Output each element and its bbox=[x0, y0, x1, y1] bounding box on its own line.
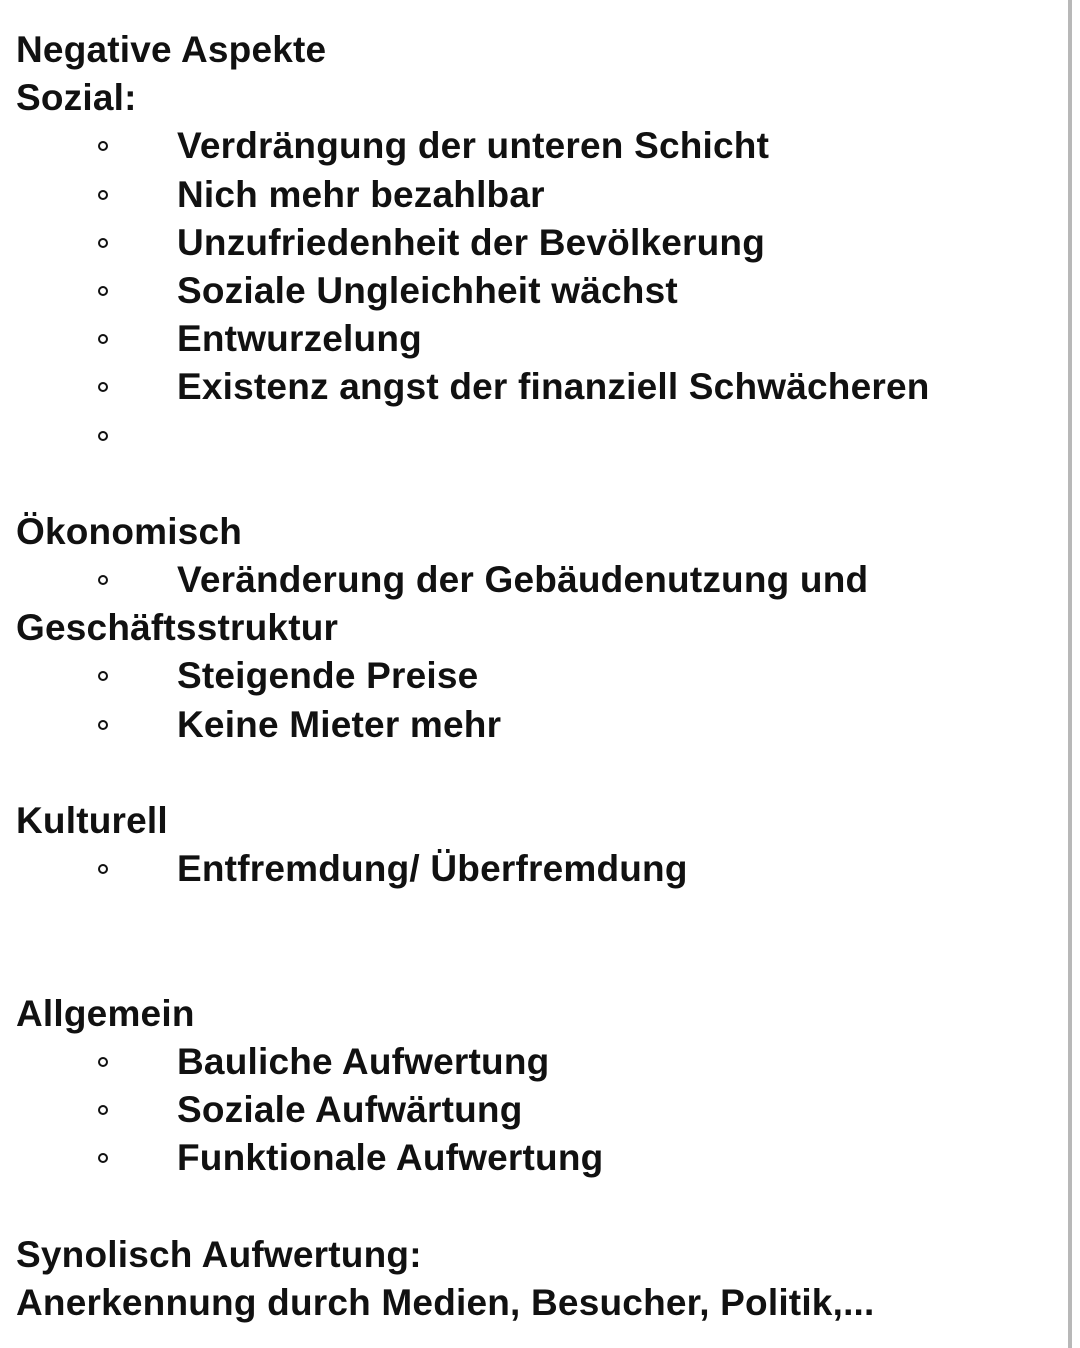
list-item bbox=[16, 315, 1056, 363]
bullet-icon bbox=[98, 720, 108, 730]
bullet-icon bbox=[98, 382, 108, 392]
list-item-text: Verdrängung der unteren Schicht bbox=[177, 125, 770, 167]
list-item bbox=[16, 1134, 1056, 1182]
list-item-text: Soziale Aufwärtung bbox=[177, 1089, 523, 1131]
list-item-text: Veränderung der Gebäudenutzung und bbox=[177, 559, 869, 601]
symbolisch-text: Anerkennung durch Medien, Besucher, Politik,... bbox=[16, 1281, 875, 1323]
list-item-text: Entfremdung/ Überfremdung bbox=[177, 848, 688, 890]
bullet-icon bbox=[98, 1153, 108, 1163]
list-item-text: Entwurzelung bbox=[177, 318, 422, 360]
page-title: Negative Aspekte bbox=[16, 29, 327, 70]
bullet-icon bbox=[98, 575, 108, 585]
list-item bbox=[16, 556, 1056, 604]
list-item bbox=[16, 171, 1056, 219]
bullet-icon bbox=[98, 286, 108, 296]
bullet-icon bbox=[98, 238, 108, 248]
bullet-icon bbox=[98, 190, 108, 200]
spacer bbox=[16, 749, 1056, 797]
section-heading-kulturell: Kulturell bbox=[16, 800, 168, 841]
section-heading-sozial: Sozial: bbox=[16, 77, 137, 119]
list-item bbox=[16, 701, 1056, 749]
list-item-continuation: Geschäftsstruktur bbox=[16, 607, 339, 649]
list-item-text: Steigende Preise bbox=[177, 655, 479, 697]
document-body bbox=[16, 26, 1056, 1327]
bullet-icon bbox=[98, 1105, 108, 1115]
list-item bbox=[16, 652, 1056, 700]
spacer bbox=[16, 1183, 1056, 1231]
bullet-icon bbox=[98, 864, 108, 874]
section-heading-symbolisch: Synolisch Aufwertung: bbox=[16, 1233, 422, 1275]
section-heading-allgemein: Allgemein bbox=[16, 992, 195, 1034]
list-item bbox=[16, 363, 1056, 411]
list-item-text: Existenz angst der finanziell Schwächeren bbox=[177, 366, 930, 408]
bullet-icon bbox=[98, 1057, 108, 1067]
list-item-text: Funktionale Aufwertung bbox=[177, 1137, 604, 1179]
list-item-text: Nich mehr bezahlbar bbox=[177, 173, 545, 215]
list-item bbox=[16, 845, 1056, 893]
spacer bbox=[16, 942, 1056, 990]
list-item-text: Bauliche Aufwertung bbox=[177, 1040, 550, 1082]
section-heading-oekonomisch: Ökonomisch bbox=[16, 510, 243, 552]
list-item bbox=[16, 267, 1056, 315]
list-item-text: Unzufriedenheit der Bevölkerung bbox=[177, 221, 766, 263]
spacer bbox=[16, 460, 1056, 508]
list-item-text: Soziale Ungleichheit wächst bbox=[177, 269, 678, 311]
list-item bbox=[16, 1038, 1056, 1086]
bullet-icon bbox=[98, 334, 108, 344]
bullet-icon bbox=[98, 431, 108, 441]
list-item bbox=[16, 219, 1056, 267]
list-item-empty bbox=[16, 412, 1056, 460]
bullet-icon bbox=[98, 671, 108, 681]
bullet-icon bbox=[98, 141, 108, 151]
list-item-text: Keine Mieter mehr bbox=[177, 703, 502, 745]
spacer bbox=[16, 893, 1056, 941]
list-item bbox=[16, 122, 1056, 170]
list-item bbox=[16, 1086, 1056, 1134]
scroll-edge bbox=[1068, 0, 1072, 1348]
